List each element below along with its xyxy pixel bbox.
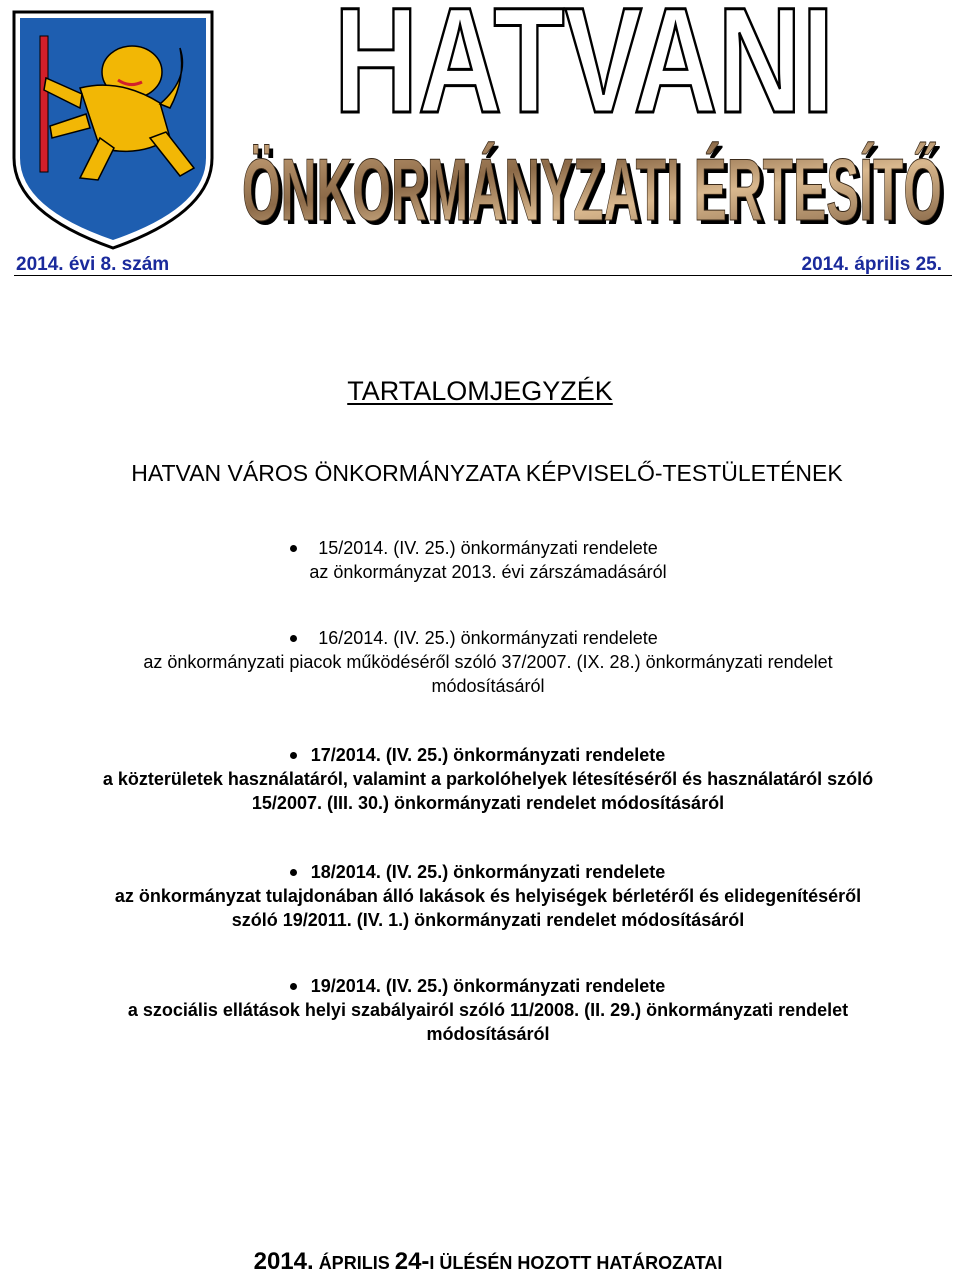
entry-line: a közterületek használatáról, valamint a parkolóhelyek létesítéséről és használatáról szóló [102,769,874,789]
entry-line: szóló 19/2011. (IV. 1.) önkormányzati rendelet módosításáról [231,910,745,930]
resolutions-heading [0,1248,976,1276]
masthead-logo [328,0,840,144]
toc-entry-16-2014 [0,626,976,698]
entry-line: az önkormányzat tulajdonában álló lakások és helyiségek bérletéről és elidegenítéséről [114,886,862,906]
entry-heading: 15/2014. (IV. 25.) önkormányzati rendelete [0,536,976,560]
entry-line: módosításáról [431,676,545,696]
entry-line: módosításáról [426,1024,550,1044]
issue-date: 2014. április 25. [801,254,942,275]
resolutions-year: 2014. [253,1248,314,1275]
entry-heading: 19/2014. (IV. 25.) önkormányzati rendelete [0,974,976,998]
resolutions-month: ÁPRILIS [318,1253,390,1273]
toc-subtitle: HATVAN VÁROS ÖNKORMÁNYZATA KÉPVISELŐ-TESTÜLETÉNEK [131,460,843,486]
entry-heading: 18/2014. (IV. 25.) önkormányzati rendelete [0,860,976,884]
issue-number: 2014. évi 8. szám [16,254,170,275]
bullet-icon [290,635,297,642]
toc-title: TARTALOMJEGYZÉK [347,376,613,406]
logo-subtitle: ÖNKORMÁNYZATI ÉRTESÍTŐ [242,140,942,239]
toc-entry-18-2014 [0,860,976,932]
entry-heading: 17/2014. (IV. 25.) önkormányzati rendelete [0,743,976,767]
bullet-icon [290,752,297,759]
toc-entry-19-2014 [0,974,976,1046]
header-divider [14,275,952,276]
entry-line: az önkormányzati piacok működéséről szóló 37/2007. (IX. 28.) önkormányzati rendelet [143,652,833,672]
bullet-icon [290,869,297,876]
entry-line: az önkormányzat 2013. évi zárszámadásáról [309,562,667,582]
entry-line: 15/2007. (III. 30.) önkormányzati rendelet módosításáról [251,793,725,813]
bullet-icon [290,983,297,990]
logo-title: HATVANI [334,0,834,144]
resolutions-day: 24- [394,1248,430,1275]
toc-entry-17-2014 [0,743,976,815]
logo-subtitle-shadow: ÖNKORMÁNYZATI ÉRTESÍTŐ [246,144,946,243]
coat-of-arms-icon [10,8,216,252]
entry-line: a szociális ellátások helyi szabályairól szóló 11/2008. (II. 29.) önkormányzati rendelet [127,1000,849,1020]
entry-heading: 16/2014. (IV. 25.) önkormányzati rendelete [0,626,976,650]
masthead-subtitle-logo [240,128,948,243]
bullet-icon [290,545,297,552]
resolutions-text: I ÜLÉSÉN HOZOTT HATÁROZATAI [429,1253,723,1273]
toc-entry-15-2014 [0,536,976,584]
